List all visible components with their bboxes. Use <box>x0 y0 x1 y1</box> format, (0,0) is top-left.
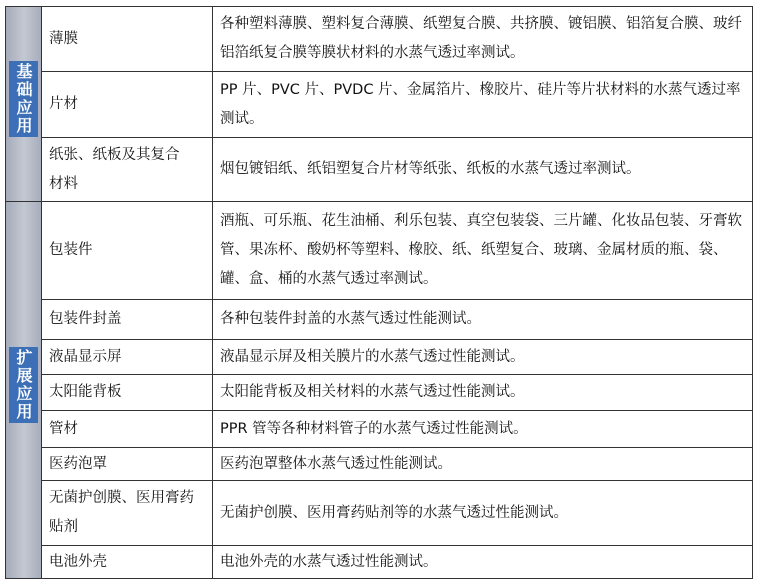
item-cell: 医药泡罩 <box>42 448 213 481</box>
table-row <box>6 72 753 138</box>
group-label-basic: 基础应用 <box>9 61 38 137</box>
table-row <box>6 300 753 340</box>
table-row <box>6 7 753 72</box>
table-row <box>6 448 753 481</box>
desc-cell: 各种塑料薄膜、塑料复合薄膜、纸塑复合膜、共挤膜、镀铝膜、铝箔复合膜、玻纤铝箔纸复合膜等膜状材料的水蒸气透过率测试。 <box>213 7 753 72</box>
table-row <box>6 411 753 448</box>
desc-cell: 烟包镀铝纸、纸铝塑复合片材等纸张、纸板的水蒸气透过率测试。 <box>213 138 753 202</box>
item-cell: 太阳能背板 <box>42 375 213 411</box>
table-row <box>6 375 753 411</box>
table-row <box>6 138 753 202</box>
item-cell: 液晶显示屏 <box>42 340 213 375</box>
item-cell: 薄膜 <box>42 7 213 72</box>
desc-cell: PPR 管等各种材料管子的水蒸气透过性能测试。 <box>213 411 753 448</box>
table-row <box>6 546 753 579</box>
item-cell: 管材 <box>42 411 213 448</box>
desc-cell: 太阳能背板及相关材料的水蒸气透过性能测试。 <box>213 375 753 411</box>
table-row <box>6 340 753 375</box>
application-table <box>5 6 753 579</box>
group-cell-extended <box>6 202 42 579</box>
desc-cell: 液晶显示屏及相关膜片的水蒸气透过性能测试。 <box>213 340 753 375</box>
desc-cell: 酒瓶、可乐瓶、花生油桶、利乐包装、真空包装袋、三片罐、化妆品包装、牙膏软管、果冻杯、酸奶杯等塑料、橡胶、纸、纸塑复合、玻璃、金属材质的瓶、袋、罐、盒、桶的水蒸气透过率测试。 <box>213 202 753 300</box>
item-cell: 电池外壳 <box>42 546 213 579</box>
item-cell: 片材 <box>42 72 213 138</box>
desc-cell: 电池外壳的水蒸气透过性能测试。 <box>213 546 753 579</box>
table-row <box>6 202 753 300</box>
desc-cell: 医药泡罩整体水蒸气透过性能测试。 <box>213 448 753 481</box>
desc-cell: 无菌护创膜、医用膏药贴剂等的水蒸气透过性能测试。 <box>213 481 753 546</box>
group-label-extended: 扩展应用 <box>9 347 38 423</box>
desc-cell: PP 片、PVC 片、PVDC 片、金属箔片、橡胶片、硅片等片状材料的水蒸气透过率测试。 <box>213 72 753 138</box>
desc-cell: 各种包装件封盖的水蒸气透过性能测试。 <box>213 300 753 340</box>
item-cell: 纸张、纸板及其复合材料 <box>42 138 213 202</box>
table-row <box>6 481 753 546</box>
item-cell: 包装件封盖 <box>42 300 213 340</box>
item-cell: 无菌护创膜、医用膏药贴剂 <box>42 481 213 546</box>
group-cell-basic <box>6 7 42 202</box>
item-cell: 包装件 <box>42 202 213 300</box>
